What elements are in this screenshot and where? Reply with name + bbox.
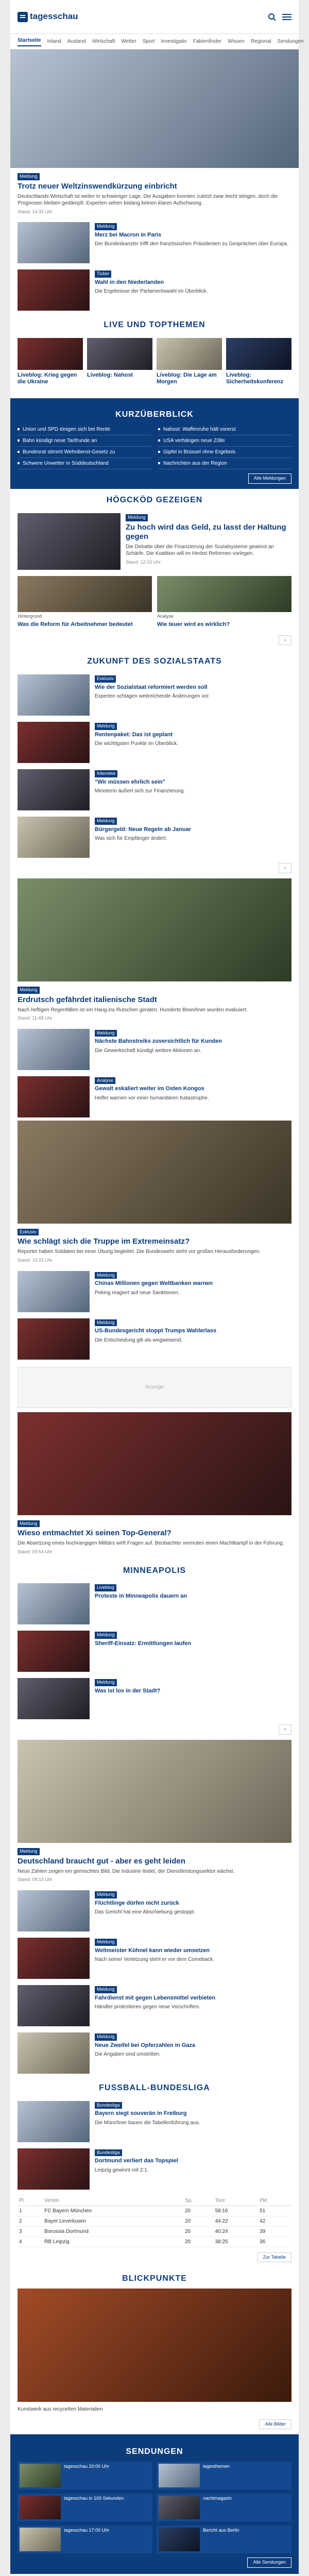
sendung-title[interactable]: tagesschau 17:00 Uhr — [64, 2528, 110, 2533]
kurz-item[interactable]: Bundesrat stimmt Wehrdienst-Gesetz zu — [18, 447, 151, 458]
kurz-title: KURZÜBERBLICK — [115, 410, 194, 419]
minneapolis-image — [18, 1678, 90, 1719]
bundesliga-snippet: Leipzig gewinnt mit 2:1. — [95, 2167, 149, 2173]
sozialstaat-image — [18, 722, 90, 763]
hero-title[interactable]: Trotz neuer Weltzinswendkürzung einbricht — [18, 181, 177, 191]
kurz-item[interactable]: Nachrichten aus der Region — [158, 458, 291, 469]
bundesliga-row[interactable] — [10, 2098, 299, 2145]
news-topline: Meldung — [95, 1986, 117, 1993]
news-image — [18, 2032, 90, 2074]
top-title[interactable]: Merz bei Macron in Paris — [95, 232, 161, 239]
menu-icon[interactable] — [282, 13, 291, 21]
sozialstaat-snippet: Die wichtigsten Punkte im Überblick. — [95, 741, 178, 747]
sendung-image — [159, 2464, 200, 2487]
news-image — [18, 1271, 90, 1312]
section1-lead-meta: Stand: 12:10 Uhr — [126, 559, 161, 565]
live-image — [87, 338, 152, 370]
live-item[interactable] — [226, 338, 291, 387]
big3-meta: Stand: 09:54 Uhr — [18, 1549, 53, 1554]
live-title[interactable]: Liveblog: Sicherheitskonferenz — [226, 372, 284, 385]
nav-item[interactable]: Wissen — [228, 39, 245, 44]
news-image — [18, 1318, 90, 1360]
nav-item[interactable]: Investigativ — [161, 39, 187, 44]
table-cell: 36 — [258, 2236, 291, 2247]
section1-item[interactable] — [157, 576, 291, 630]
sendung-title[interactable]: tagesthemen — [203, 2464, 230, 2469]
sozialstaat-image — [18, 769, 90, 810]
sendung-item[interactable] — [18, 2526, 152, 2553]
ad-placeholder: Anzeige — [18, 1367, 291, 1408]
section1-title[interactable]: Was die Reform für Arbeitnehmer bedeutet — [18, 621, 133, 628]
section1-lead-image — [18, 513, 121, 570]
news-title[interactable]: Weltmeister Kühnel kann wieder umsetzen — [95, 1947, 210, 1954]
topten-title — [10, 2574, 299, 2576]
news-image — [18, 1029, 90, 1070]
logo[interactable] — [18, 11, 78, 22]
section1-image — [18, 576, 152, 612]
big-teaser-2[interactable] — [10, 1121, 299, 1268]
big-teaser-3-image — [18, 1412, 291, 1515]
table-cell: 38:25 — [214, 2236, 259, 2247]
table-cell: 1 — [18, 2206, 43, 2216]
news-snippet: Händler protestieren gegen neue Vorschriften. — [95, 2004, 200, 2010]
bundesliga-image — [18, 2148, 90, 2190]
hero-topline: Meldung — [18, 173, 40, 180]
bundesliga-snippet: Die Münchner bauen die Tabellenführung aus. — [95, 2120, 200, 2126]
news-row[interactable] — [10, 1026, 299, 1073]
sendungen-title: SENDUNGEN — [126, 2447, 183, 2456]
table-cell: 2 — [18, 2216, 43, 2226]
minneapolis-topline: Liveblog — [95, 1584, 116, 1591]
sozialstaat-title[interactable]: "Wir müssen ehrlich sein" — [95, 778, 165, 785]
sendung-item[interactable] — [157, 2526, 291, 2553]
blickpunkte-image[interactable] — [18, 2289, 291, 2402]
header — [10, 0, 299, 34]
table-cell: Borussia Dortmund — [43, 2226, 183, 2236]
sendung-image — [159, 2496, 200, 2519]
section1-lead-snippet: Die Debatte über die Finanzierung der Sozialsysteme gewinnt an Schärfe. Die Koalition will im Herbst Reformen vorlegen. — [126, 544, 274, 557]
sendung-item[interactable] — [157, 2494, 291, 2521]
live-image — [226, 338, 291, 370]
news-row[interactable] — [10, 2029, 299, 2077]
news-topline: Meldung — [95, 1319, 117, 1327]
news-title[interactable]: US-Bundesgericht stoppt Trumps Wahlerlass — [95, 1328, 217, 1334]
table-row[interactable] — [18, 2216, 291, 2226]
section1-image — [157, 576, 291, 612]
section1-title: HÖGCKÖD GEZEIGEN — [106, 496, 203, 505]
sendung-image — [20, 2496, 61, 2519]
big-teaser-1-image — [18, 878, 291, 981]
big3-topline: Meldung — [18, 1520, 40, 1528]
sozialstaat-row[interactable] — [10, 671, 299, 719]
live-image — [157, 338, 222, 370]
top-snippet: Der Bundeskanzler trifft den französischen Präsidenten zu Gesprächen über Europa. — [95, 241, 288, 247]
main-nav — [10, 34, 304, 49]
nav-item[interactable]: Startseite — [18, 37, 41, 46]
table-button[interactable]: Zur Tabelle — [258, 2252, 291, 2263]
sozialstaat-topline: Exklusiv — [95, 675, 116, 683]
kurz-item[interactable]: Union und SPD einigen sich bei Rente — [18, 424, 151, 435]
more-button[interactable]: › — [279, 863, 291, 873]
top-image — [18, 269, 90, 311]
news-snippet: Helfer warnen vor einer humanitären Katastrophe. — [95, 1095, 209, 1101]
sozialstaat-title[interactable]: Bürgergeld: Neue Regeln ab Januar — [95, 826, 192, 833]
sozialstaat-title[interactable]: Wie der Sozialstaat reformiert werden soll — [95, 684, 208, 690]
sendung-image — [20, 2528, 61, 2551]
sozialstaat-title[interactable]: Rentenpaket: Das ist geplant — [95, 731, 173, 738]
sendung-image — [159, 2528, 200, 2551]
sozialstaat-snippet: Ministerin äußert sich zur Finanzierung. — [95, 788, 185, 794]
news-topline: Meldung — [95, 1939, 117, 1946]
bundesliga-title[interactable]: Bayern siegt souverän in Freiburg — [95, 2110, 187, 2117]
sozialstaat-snippet: Experten schlagen weitreichende Änderungen vor. — [95, 693, 210, 700]
hero-image — [10, 49, 299, 168]
news-title[interactable]: Nächste Bahnstreiks zuversichtlich für Kunden — [95, 1038, 222, 1045]
news-title[interactable]: Neue Zweifel bei Opferzahlen in Gaza — [95, 2042, 195, 2048]
nav-item[interactable]: Regional — [251, 39, 271, 44]
top-image — [18, 222, 90, 263]
live-item[interactable] — [87, 338, 152, 387]
more-button[interactable]: › — [279, 1724, 291, 1735]
table-cell: 40:24 — [214, 2226, 259, 2236]
big3-title[interactable]: Wieso entmachtet Xi seinen Top-General? — [18, 1529, 171, 1538]
big2-topline: Exklusiv — [18, 1229, 39, 1236]
kurzueberblick — [10, 398, 299, 489]
minneapolis-title[interactable]: Was ist los in der Stadt? — [95, 1687, 161, 1694]
bundesliga-row[interactable] — [10, 2145, 299, 2193]
minneapolis-title: MINNEAPOLIS — [123, 1566, 186, 1575]
big-teaser-1[interactable] — [10, 878, 299, 1026]
minneapolis-row[interactable] — [10, 1628, 299, 1675]
hero-meta: Stand: 14:32 Uhr — [18, 209, 53, 214]
bundesliga-title: FUSSBALL-BUNDESLIGA — [99, 2083, 210, 2092]
section1-topline: Hintergrund — [18, 613, 42, 619]
table-cell: 4 — [18, 2236, 43, 2247]
minneapolis-title[interactable]: Proteste in Minneapolis dauern an — [95, 1592, 187, 1599]
nav-item[interactable]: Inland — [47, 39, 61, 44]
table-cell: 20 — [183, 2236, 214, 2247]
table-cell: 44:22 — [214, 2216, 259, 2226]
table-cell: 20 — [183, 2226, 214, 2236]
sozialstaat-snippet: Was sich für Empfänger ändert. — [95, 836, 167, 842]
section1-lead-topline: Meldung — [126, 514, 148, 521]
minneapolis-image — [18, 1583, 90, 1624]
logo-text: tagesschau — [30, 11, 78, 22]
news-row[interactable] — [10, 1073, 299, 1121]
sozialstaat-topline: Interview — [95, 770, 117, 777]
nav-item[interactable]: Wirtschaft — [92, 39, 115, 44]
news-topline: Meldung — [95, 2033, 117, 2041]
news-title[interactable]: Flüchtlinge dürfen nicht zurück — [95, 1900, 179, 1906]
news-row[interactable] — [10, 1935, 299, 1982]
logo-icon — [18, 12, 28, 22]
table-row[interactable] — [18, 2206, 291, 2216]
table-header: Sp. — [183, 2196, 214, 2206]
table-header: Pl. — [18, 2196, 43, 2206]
big-teaser-2-image — [18, 1121, 291, 1224]
top-topline: Meldung — [95, 223, 117, 230]
section2-title: ZUKUNFT DES SOZIALSTAATS — [87, 657, 222, 666]
big1-snippet: Nach heftigen Regenfällen ist ein Hang ins Rutschen geraten. Hunderte Bewohner wurden evakuiert. — [18, 1007, 248, 1013]
blickpunkte-title: BLICKPUNKTE — [122, 2274, 187, 2283]
news-topline: Meldung — [95, 1030, 117, 1037]
big-teaser-3[interactable] — [10, 1412, 299, 1560]
big2-snippet: Reporter haben Soldaten bei einer Übung begleitet. Die Bundeswehr steht vor großen Herausforderungen. — [18, 1249, 261, 1255]
section1-lead[interactable] — [10, 510, 299, 573]
sozialstaat-row[interactable] — [10, 719, 299, 766]
hero-snippet: Deutschlands Wirtschaft ist weiter in schwieriger Lage. Die Ausgaben konnten zuletzt zwar leicht steigen, doch die Prognosen bleiben gedämpft. Experten sehen bislang keinen klaren Aufschwung. — [18, 193, 278, 207]
sendungen-button[interactable]: Alle Sendungen — [247, 2557, 291, 2568]
blickpunkte-caption: Kunstwerk aus recycelten Materialien — [18, 2406, 103, 2413]
sendung-title[interactable]: Bericht aus Berlin — [203, 2528, 239, 2533]
news-topline: Analyse — [95, 1077, 115, 1084]
news-snippet: Die Gewerkschaft kündigt weitere Aktionen an. — [95, 1047, 201, 1054]
live-item[interactable] — [18, 338, 83, 387]
news-image — [18, 1938, 90, 1979]
top-title[interactable]: Wahl in den Niederlanden — [95, 279, 164, 286]
search-icon[interactable] — [268, 13, 276, 21]
nav-item[interactable]: Sport — [142, 39, 155, 44]
kurz-item[interactable]: Schwere Unwetter in Süddeutschland — [18, 458, 151, 469]
sozialstaat-topline: Meldung — [95, 723, 117, 730]
sozialstaat-image — [18, 817, 90, 858]
news-snippet: Peking reagiert auf neue Sanktionen. — [95, 1290, 180, 1296]
news-snippet: Die Angaben sind umstritten. — [95, 2051, 161, 2057]
news-title[interactable]: Fahrdienst mit gegen Lebensmittel verbieten — [95, 1994, 216, 2001]
sozialstaat-topline: Meldung — [95, 818, 117, 825]
news-snippet: Das Gericht hat eine Abschiebung gestoppt. — [95, 1909, 196, 1915]
bundesliga-table — [18, 2196, 291, 2247]
news-row[interactable] — [10, 1887, 299, 1935]
kurz-all-button[interactable]: Alle Meldungen — [248, 473, 291, 484]
sendung-title[interactable]: tagesschau 20:00 Uhr — [64, 2464, 110, 2469]
sozialstaat-row[interactable] — [10, 766, 299, 814]
table-cell: 51 — [258, 2206, 291, 2216]
big2-title[interactable]: Wie schlägt sich die Truppe im Extremeinsatz? — [18, 1237, 190, 1246]
minneapolis-image — [18, 1631, 90, 1672]
table-row[interactable] — [18, 2236, 291, 2247]
nav-item[interactable]: Ausland — [67, 39, 86, 44]
big3-snippet: Die Absetzung eines hochrangigen Militärs wirft Fragen auf. Beobachter vermuten einen Machtkampf in der Führung. — [18, 1540, 284, 1547]
kurz-item[interactable]: Bahn kündigt neue Tarifrunde an — [18, 435, 151, 447]
section1-title[interactable]: Wie teuer wird es wirklich? — [157, 621, 230, 628]
nav-item[interactable]: Faktenfinder — [193, 39, 222, 44]
news-row[interactable] — [10, 1982, 299, 2029]
sozialstaat-image — [18, 674, 90, 716]
table-cell: 3 — [18, 2226, 43, 2236]
sendung-title[interactable]: tagesschau in 100 Sekunden — [64, 2496, 124, 2501]
bundesliga-topline: Bundesliga — [95, 2149, 122, 2157]
table-cell: 20 — [183, 2206, 214, 2216]
big4-meta: Stand: 09:15 Uhr — [18, 1877, 53, 1883]
live-item[interactable] — [157, 338, 222, 387]
big4-topline: Meldung — [18, 1848, 40, 1855]
sendungen-section — [10, 2434, 299, 2573]
big1-title[interactable]: Erdrutsch gefährdet italienische Stadt — [18, 995, 157, 1004]
bundesliga-title[interactable]: Dortmund verliert das Topspiel — [95, 2158, 178, 2164]
live-image — [18, 338, 83, 370]
live-title[interactable]: Liveblog: Die Lage am Morgen — [157, 372, 217, 385]
sendung-item[interactable] — [18, 2494, 152, 2521]
big1-topline: Meldung — [18, 987, 40, 994]
live-title[interactable]: Liveblog: Krieg gegen die Ukraine — [18, 372, 77, 385]
live-title[interactable]: Liveblog: Nahost — [87, 372, 133, 379]
table-cell: FC Bayern München — [43, 2206, 183, 2216]
kurz-item[interactable]: Gipfel in Brüssel ohne Ergebnis — [158, 447, 291, 458]
kurz-item[interactable]: USA verhängen neue Zölle — [158, 435, 291, 447]
news-title[interactable]: Chinas Millionen gegen Weltbanken warnen — [95, 1280, 213, 1287]
table-cell: RB Leipzig — [43, 2236, 183, 2247]
news-image — [18, 1076, 90, 1117]
nav-item[interactable]: Sendungen — [277, 39, 304, 44]
top-row[interactable] — [10, 266, 299, 314]
table-cell: 20 — [183, 2216, 214, 2226]
news-snippet: Die Entscheidung gilt als wegweisend. — [95, 1337, 183, 1343]
table-header: Pkt. — [258, 2196, 291, 2206]
blickpunkte-button[interactable]: Alle Bilder — [259, 2419, 291, 2430]
table-cell: 39 — [258, 2226, 291, 2236]
big-teaser-4-image — [18, 1740, 291, 1843]
sozialstaat-row[interactable] — [10, 814, 299, 861]
news-row[interactable] — [10, 1315, 299, 1363]
top-row[interactable] — [10, 219, 299, 266]
section1-lead-title[interactable]: Zu hoch wird das Geld, zu lasst der Haltung gegen — [126, 522, 286, 541]
top-snippet: Die Ergebnisse der Parlamentswahl im Überblick. — [95, 289, 208, 295]
big-teaser-4[interactable] — [10, 1740, 299, 1887]
section1-topline: Analyse — [157, 613, 174, 619]
section1-item[interactable] — [18, 576, 152, 630]
sendung-item[interactable] — [18, 2462, 152, 2489]
top-topline: Ticker — [95, 270, 111, 278]
kurz-item[interactable]: Nahost: Waffenruhe hält vorerst — [158, 424, 291, 435]
nav-item[interactable]: Wetter — [121, 39, 136, 44]
live-section-title: LIVE UND TOPTHEMEN — [104, 320, 205, 330]
big2-meta: Stand: 10:22 Uhr — [18, 1257, 53, 1263]
news-topline: Meldung — [95, 1272, 117, 1279]
minneapolis-topline: Meldung — [95, 1632, 117, 1639]
sendung-title[interactable]: nachtmagazin — [203, 2496, 232, 2501]
big1-meta: Stand: 11:48 Uhr — [18, 1015, 53, 1021]
hero-teaser[interactable] — [10, 49, 299, 219]
news-topline: Meldung — [95, 1891, 117, 1899]
minneapolis-row[interactable] — [10, 1580, 299, 1628]
table-header: Verein — [43, 2196, 183, 2206]
table-cell: 42 — [258, 2216, 291, 2226]
sendung-item[interactable] — [157, 2462, 291, 2489]
sendung-image — [20, 2464, 61, 2487]
news-image — [18, 1985, 90, 2026]
table-cell: 58:16 — [214, 2206, 259, 2216]
minneapolis-topline: Meldung — [95, 1679, 117, 1686]
bundesliga-topline: Bundesliga — [95, 2102, 122, 2109]
bundesliga-image — [18, 2101, 90, 2142]
table-row[interactable] — [18, 2226, 291, 2236]
big4-title[interactable]: Deutschland braucht gut - aber es geht leiden — [18, 1856, 185, 1866]
news-image — [18, 1890, 90, 1931]
news-snippet: Nach seiner Verletzung steht er vor dem Comeback. — [95, 1956, 214, 1962]
minneapolis-title[interactable]: Sheriff-Einsatz: Ermittlungen laufen — [95, 1640, 192, 1647]
news-title[interactable]: Gewalt eskaliert weiter im Osten Kongos — [95, 1086, 204, 1092]
minneapolis-row[interactable] — [10, 1675, 299, 1722]
big4-snippet: Neue Zahlen zeigen ein gemischtes Bild. Die Industrie leidet, der Dienstleistungssektor wächst. — [18, 1868, 235, 1874]
table-cell: Bayer Leverkusen — [43, 2216, 183, 2226]
table-header: Tore — [214, 2196, 259, 2206]
news-row[interactable] — [10, 1268, 299, 1315]
more-button[interactable]: › — [279, 635, 291, 646]
